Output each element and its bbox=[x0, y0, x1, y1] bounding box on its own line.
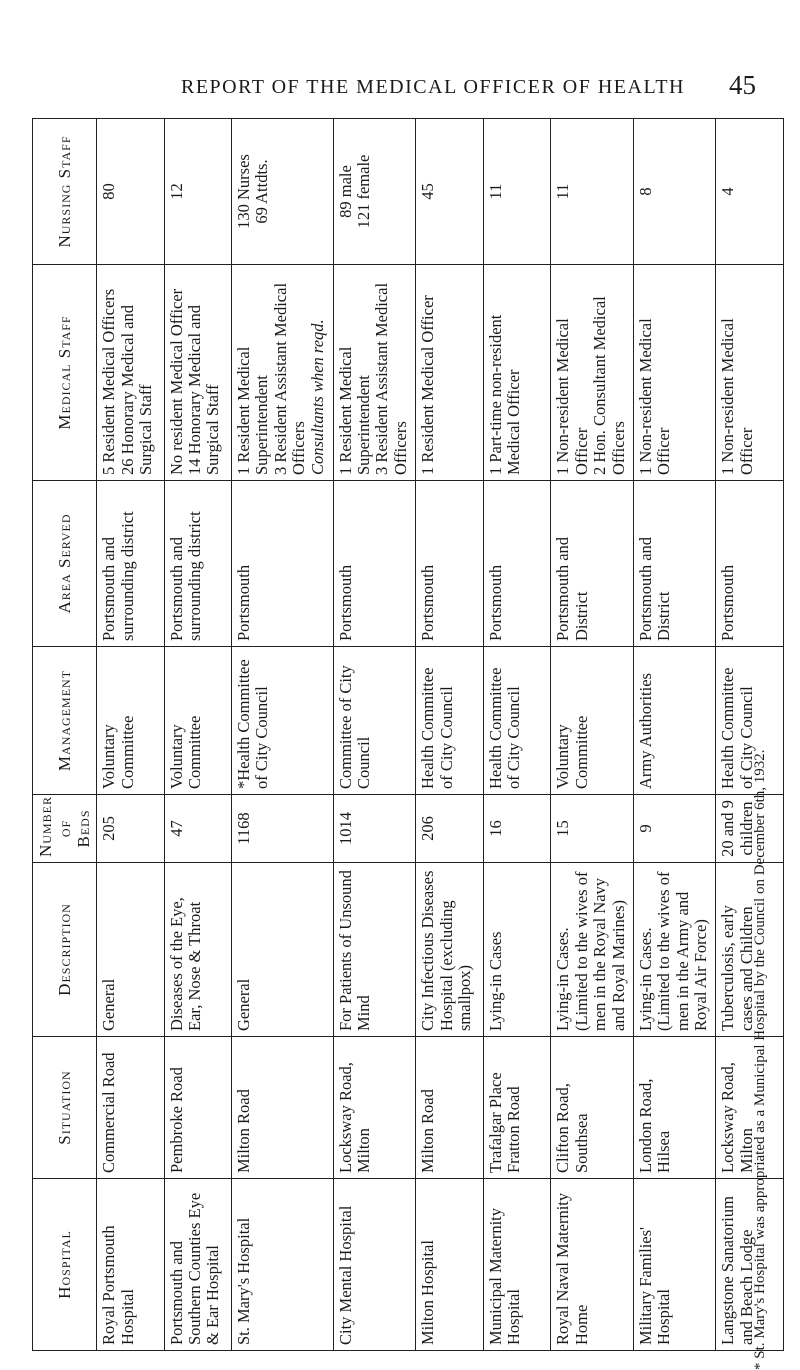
beds-cell: 1168 bbox=[232, 795, 334, 863]
medical-staff-line: 2 Hon. Consultant Medical Officers bbox=[590, 296, 628, 475]
nursing-staff-cell bbox=[97, 119, 164, 265]
nursing-staff-cell bbox=[483, 119, 550, 265]
table-row bbox=[232, 119, 334, 1351]
medical-staff-cell bbox=[416, 265, 483, 481]
management-cell: Health Committee of City Council bbox=[483, 647, 550, 795]
medical-staff-line: 1 Non-resident Medical Officer bbox=[553, 318, 591, 475]
hospitals-table bbox=[32, 118, 784, 1351]
description-cell: Tuberculosis, early cases and Children bbox=[716, 863, 784, 1037]
description-cell: City Infectious Diseases Hospital (excluding smallpox) bbox=[416, 863, 483, 1037]
medical-staff-cell bbox=[232, 265, 334, 481]
beds-cell: 16 bbox=[483, 795, 550, 863]
table-header-row bbox=[33, 119, 97, 1351]
column-header: Management bbox=[33, 647, 97, 795]
description-cell: Lying-in Cases. (Limited to the wives of men in the Royal Navy and Royal Marines) bbox=[551, 863, 634, 1037]
hospital-cell: Portsmouth and Southern Counties Eye & Ear Hospital bbox=[164, 1179, 231, 1351]
medical-staff-line: 1 Part-time non-resident Medical Officer bbox=[485, 314, 524, 475]
medical-staff-line: 1 Resident Medical Officer bbox=[418, 295, 438, 475]
description-cell: Lying-in Cases bbox=[483, 863, 550, 1037]
medical-staff-line: 14 Honorary Medical and Surgical Staff bbox=[185, 305, 223, 475]
area-cell: Portsmouth bbox=[483, 481, 550, 647]
area-cell: Portsmouth bbox=[232, 481, 334, 647]
management-cell: Voluntary Committee bbox=[551, 647, 634, 795]
nursing-staff-line: 8 bbox=[635, 187, 655, 196]
description-cell: For Patients of Unsound Mind bbox=[333, 863, 416, 1037]
column-header: Description bbox=[33, 863, 97, 1037]
situation-cell: Pembroke Road bbox=[164, 1037, 231, 1179]
table-row bbox=[551, 119, 634, 1351]
beds-cell: 205 bbox=[97, 795, 164, 863]
column-header: Medical Staff bbox=[33, 265, 97, 481]
hospitals-table-container bbox=[32, 119, 784, 1351]
situation-cell: Milton Road bbox=[416, 1037, 483, 1179]
management-cell: Voluntary Committee bbox=[97, 647, 164, 795]
area-cell: Portsmouth bbox=[416, 481, 483, 647]
medical-staff-line: 26 Honorary Medical and Surgical Staff bbox=[117, 305, 156, 475]
situation-cell: Trafalgar Place Fratton Road bbox=[483, 1037, 550, 1179]
hospital-cell: City Mental Hospital bbox=[333, 1179, 416, 1351]
medical-staff-cell bbox=[97, 265, 164, 481]
beds-cell: 15 bbox=[551, 795, 634, 863]
beds-cell: 206 bbox=[416, 795, 483, 863]
beds-cell: 47 bbox=[164, 795, 231, 863]
situation-cell: London Road, Hilsea bbox=[633, 1037, 716, 1179]
medical-staff-line: 1 Non-resident Medical Officer bbox=[635, 318, 674, 475]
area-cell: Portsmouth and District bbox=[633, 481, 716, 647]
footnote: * St. Mary's Hospital was appropriated as a Municipal Hospital by the Council on December 6th, 1932. bbox=[752, 749, 768, 1370]
management-cell: Voluntary Committee bbox=[164, 647, 231, 795]
description-cell: Lying-in Cases. (Limited to the wives of men in the Army and Royal Air Force) bbox=[633, 863, 716, 1037]
medical-staff-line: 5 Resident Medical Officers bbox=[99, 288, 119, 475]
nursing-staff-line: 121 female bbox=[354, 154, 374, 229]
management-cell: *Health Committee of City Council bbox=[232, 647, 334, 795]
page-header bbox=[88, 70, 778, 106]
page-title: REPORT OF THE MEDICAL OFFICER OF HEALTH bbox=[180, 76, 686, 98]
hospital-cell: Langstone Sanatorium and Beach Lodge bbox=[716, 1179, 784, 1351]
beds-cell: 1014 bbox=[333, 795, 416, 863]
nursing-staff-cell bbox=[232, 119, 334, 265]
hospital-cell: Milton Hospital bbox=[416, 1179, 483, 1351]
column-header: Situation bbox=[33, 1037, 97, 1179]
area-cell: Portsmouth and District bbox=[551, 481, 634, 647]
medical-staff-line: 1 Resident Medical Superintendent bbox=[335, 346, 374, 475]
medical-staff-cell bbox=[483, 265, 550, 481]
hospital-cell: Royal Portsmouth Hospital bbox=[97, 1179, 164, 1351]
medical-staff-cell bbox=[633, 265, 716, 481]
situation-cell: Clifton Road, Southsea bbox=[551, 1037, 634, 1179]
beds-cell: 20 and 9 children bbox=[716, 795, 784, 863]
medical-staff-line: 1 Non-resident Medical Officer bbox=[718, 318, 756, 475]
nursing-staff-cell bbox=[416, 119, 483, 265]
nursing-staff-line: 80 bbox=[99, 183, 119, 200]
area-cell: Portsmouth and surrounding district bbox=[164, 481, 231, 647]
column-header: Hospital bbox=[33, 1179, 97, 1351]
nursing-staff-line: 130 Nurses bbox=[234, 154, 253, 229]
column-header: Area Served bbox=[33, 481, 97, 647]
management-cell: Health Committee of City Council bbox=[416, 647, 483, 795]
nursing-staff-cell bbox=[164, 119, 231, 265]
hospital-cell: Military Families' Hospital bbox=[633, 1179, 716, 1351]
nursing-staff-line: 89 male bbox=[335, 165, 355, 218]
situation-cell: Locksway Road, Milton bbox=[333, 1037, 416, 1179]
management-cell: Committee of City Council bbox=[333, 647, 416, 795]
medical-staff-line: 1 Resident Medical Superintendent bbox=[234, 346, 272, 475]
nursing-staff-line: 12 bbox=[166, 183, 186, 200]
description-cell: General bbox=[97, 863, 164, 1037]
situation-cell: Locksway Road, Milton bbox=[716, 1037, 784, 1179]
description-cell: General bbox=[232, 863, 334, 1037]
nursing-staff-cell bbox=[333, 119, 416, 265]
medical-staff-cell bbox=[164, 265, 231, 481]
table-row bbox=[333, 119, 416, 1351]
medical-staff-line: 3 Resident Assistant Medical Officers bbox=[270, 282, 309, 475]
situation-cell: Commercial Road bbox=[97, 1037, 164, 1179]
medical-staff-cell bbox=[551, 265, 634, 481]
nursing-staff-line: 11 bbox=[485, 183, 505, 200]
medical-staff-line: 3 Resident Assistant Medical Officers bbox=[372, 282, 410, 475]
medical-staff-cell bbox=[333, 265, 416, 481]
page-number: 45 bbox=[729, 70, 756, 100]
nursing-staff-cell bbox=[551, 119, 634, 265]
beds-cell: 9 bbox=[633, 795, 716, 863]
table-row bbox=[164, 119, 231, 1351]
medical-staff-note: Consultants when reqd. bbox=[307, 319, 327, 475]
medical-staff-line: No resident Medical Officer bbox=[166, 288, 186, 475]
hospital-cell: St. Mary's Hospital bbox=[232, 1179, 334, 1351]
hospital-cell: Municipal Maternity Hospital bbox=[483, 1179, 550, 1351]
nursing-staff-cell bbox=[633, 119, 716, 265]
table-row bbox=[633, 119, 716, 1351]
description-cell: Diseases of the Eye, Ear, Nose & Throat bbox=[164, 863, 231, 1037]
table-row bbox=[97, 119, 164, 1351]
management-cell: Health Committee of City Council bbox=[716, 647, 784, 795]
area-cell: Portsmouth bbox=[716, 481, 784, 647]
area-cell: Portsmouth bbox=[333, 481, 416, 647]
situation-cell: Milton Road bbox=[232, 1037, 334, 1179]
area-cell: Portsmouth and surrounding district bbox=[97, 481, 164, 647]
nursing-staff-line: 4 bbox=[718, 187, 738, 196]
column-header: Nursing Staff bbox=[33, 119, 97, 265]
management-cell: Army Authorities bbox=[633, 647, 716, 795]
nursing-staff-line: 69 Attdts. bbox=[252, 159, 272, 224]
table-row bbox=[483, 119, 550, 1351]
column-header: Number of Beds bbox=[33, 795, 97, 863]
nursing-staff-line: 45 bbox=[418, 183, 438, 200]
table-row bbox=[416, 119, 483, 1351]
nursing-staff-line: 11 bbox=[553, 183, 573, 200]
hospital-cell: Royal Naval Maternity Home bbox=[551, 1179, 634, 1351]
